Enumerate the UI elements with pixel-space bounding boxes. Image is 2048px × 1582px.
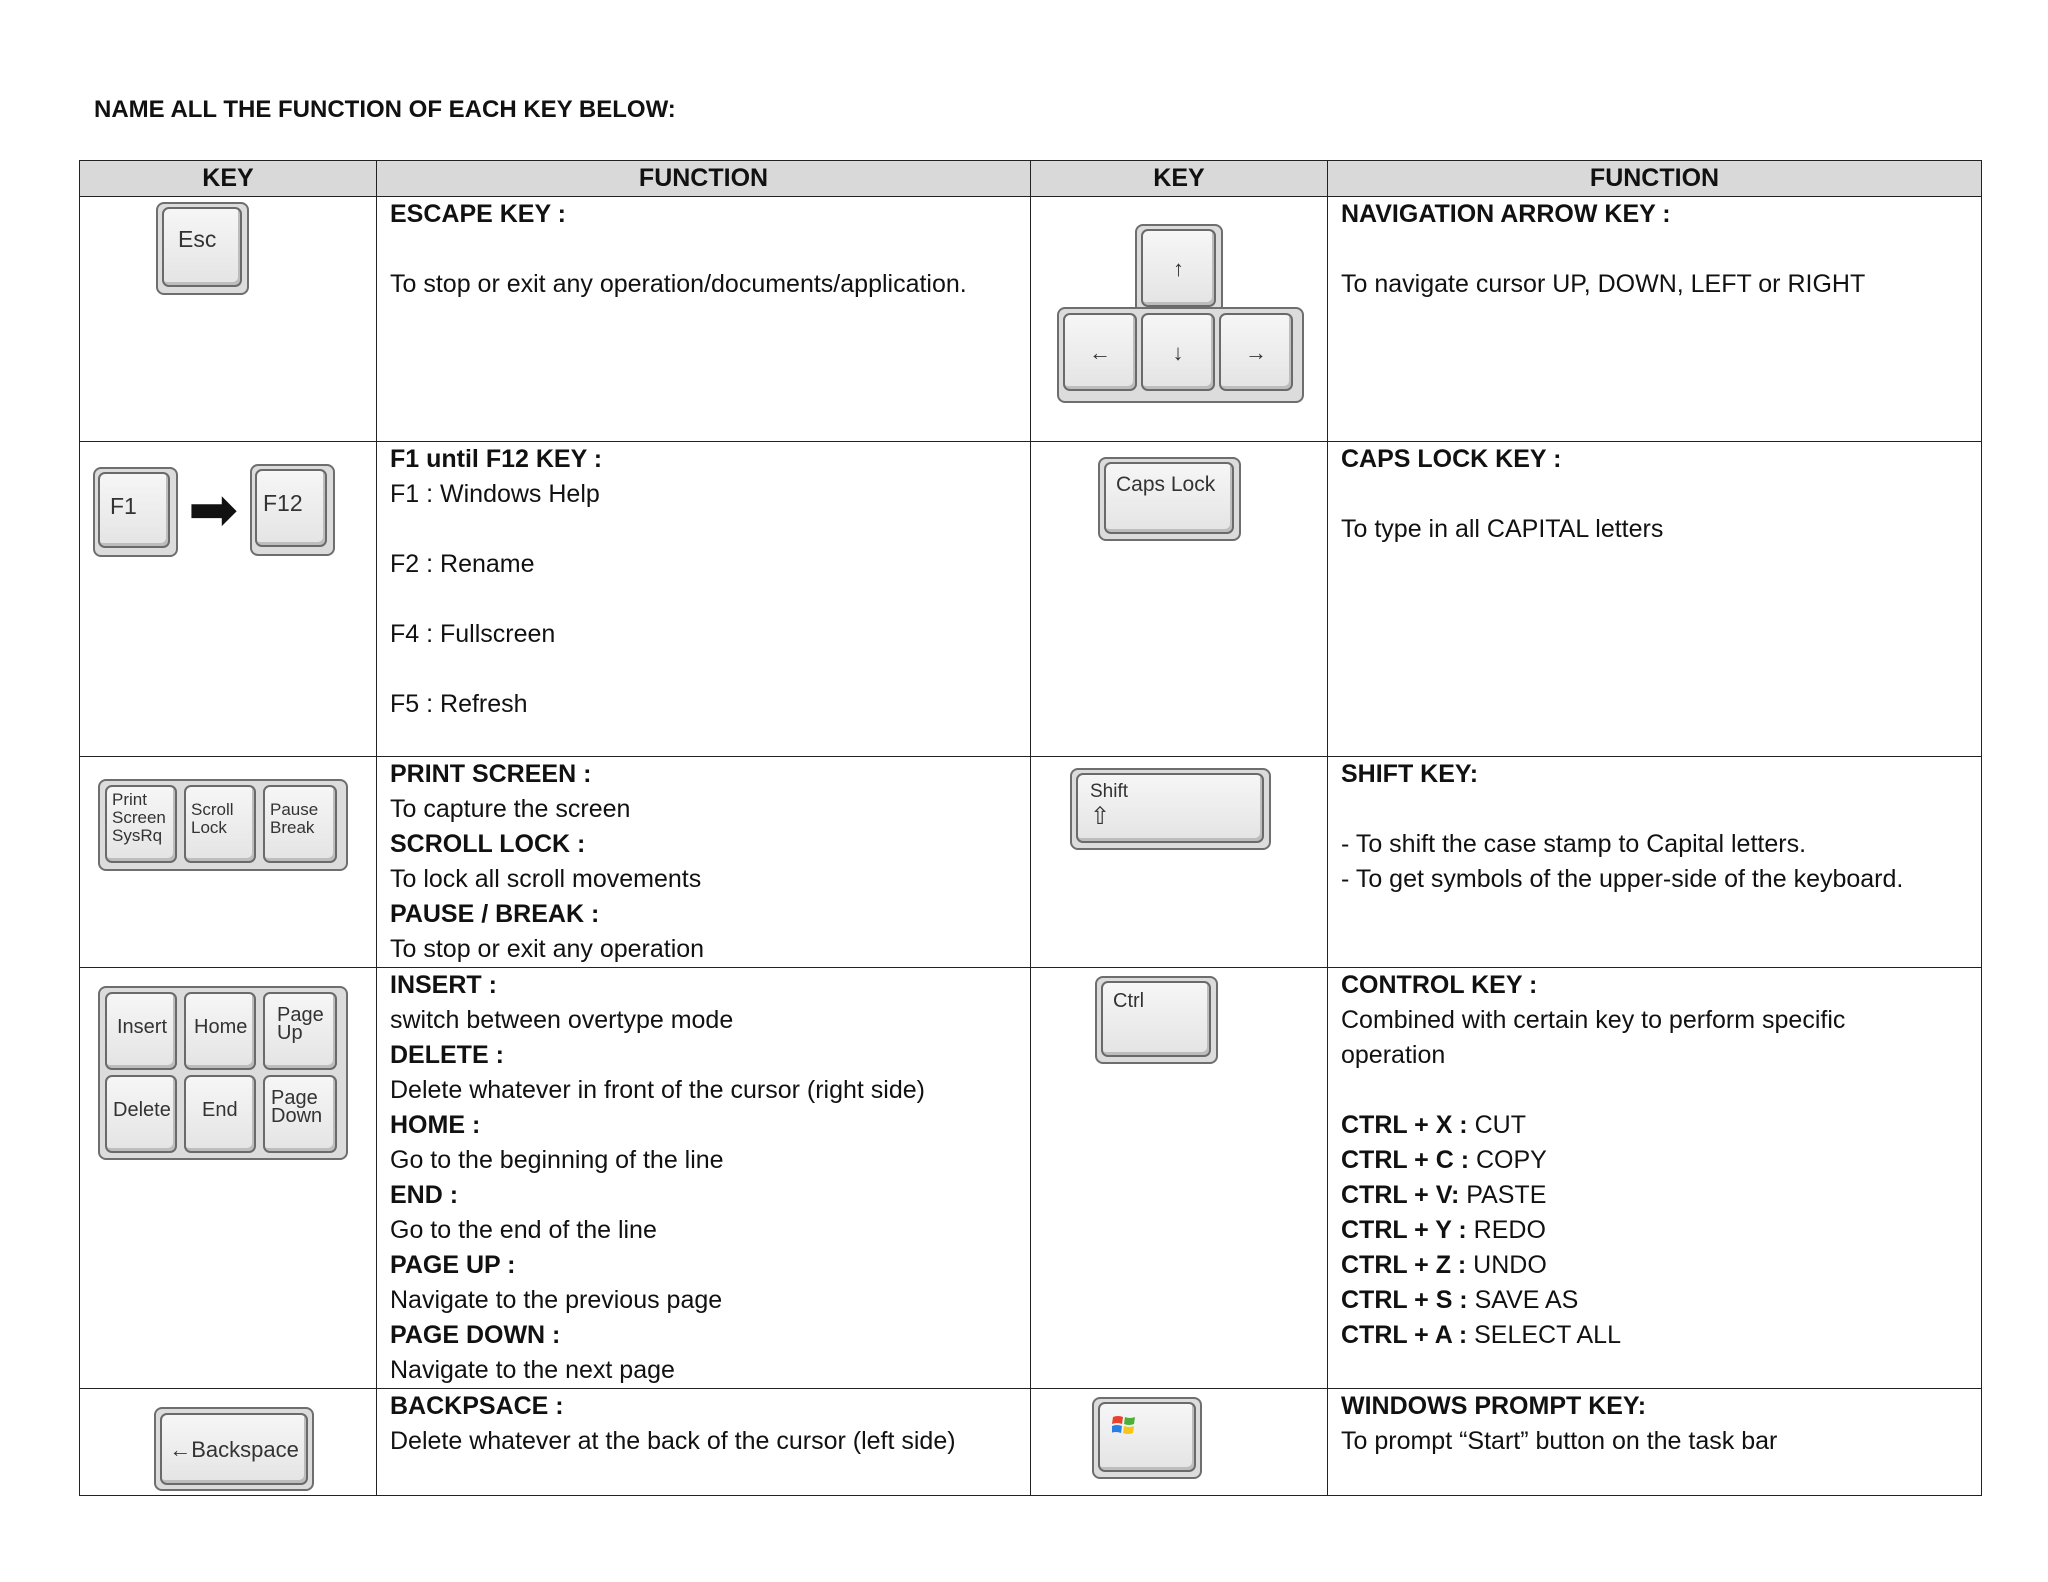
pause-break-title: PAUSE / BREAK : xyxy=(390,900,600,928)
windows-key-image xyxy=(1031,1389,1328,1496)
shortcut-item: CTRL + C : COPY xyxy=(1341,1146,1547,1174)
caps-lock-image xyxy=(1031,442,1328,757)
windows-logo-icon xyxy=(1112,1414,1136,1436)
end-desc: Go to the end of the line xyxy=(390,1216,657,1244)
fkeys-item: F4 : Fullscreen xyxy=(390,620,556,648)
pause-break-desc: To stop or exit any operation xyxy=(390,935,705,963)
arrow-keys-image xyxy=(1031,197,1328,442)
scroll-lock-keycap: Scroll Lock xyxy=(184,785,256,863)
shift-keycap xyxy=(1076,773,1264,843)
esc-key-image xyxy=(80,197,377,442)
delete-keycap: Delete xyxy=(105,1075,177,1153)
page-up-desc: Navigate to the previous page xyxy=(390,1286,723,1314)
insert-keycap: Insert xyxy=(105,992,177,1070)
esc-keycap: Esc xyxy=(162,207,242,287)
scroll-lock-title: SCROLL LOCK : xyxy=(390,830,586,858)
arrows-title: NAVIGATION ARROW KEY : xyxy=(1341,200,1671,228)
escape-title: ESCAPE KEY : xyxy=(390,200,566,228)
control-function-cell xyxy=(1328,968,1982,1389)
col-header-key-1: KEY xyxy=(80,161,377,197)
arrow-right-icon: ➡ xyxy=(188,476,239,543)
print-scroll-pause-image xyxy=(80,757,377,968)
scroll-lock-desc: To lock all scroll movements xyxy=(390,865,702,893)
windows-desc: To prompt “Start” button on the task bar xyxy=(1341,1427,1778,1455)
print-function-cell xyxy=(377,757,1031,968)
down-arrow-keycap: ↓ xyxy=(1141,313,1215,391)
shortcut-item: CTRL + X : CUT xyxy=(1341,1111,1526,1139)
shift-key-image xyxy=(1031,757,1328,968)
function-keys-image xyxy=(80,442,377,757)
page-up-keycap: Page Up xyxy=(263,992,337,1070)
table-row xyxy=(80,197,1982,442)
end-title: END : xyxy=(390,1181,459,1209)
caps-function-cell xyxy=(1328,442,1982,757)
caps-lock-keycap: Caps Lock xyxy=(1104,462,1234,534)
shift-arrow-icon: ⇧ xyxy=(1090,803,1111,830)
home-title: HOME : xyxy=(390,1111,481,1139)
shift-desc-2: - To get symbols of the upper-side of the keyboard. xyxy=(1341,865,1904,893)
windows-function-cell xyxy=(1328,1389,1982,1496)
control-title: CONTROL KEY : xyxy=(1341,971,1538,999)
shortcut-item: CTRL + S : SAVE AS xyxy=(1341,1286,1579,1314)
fkeys-item: F2 : Rename xyxy=(390,550,535,578)
shift-desc-1: - To shift the case stamp to Capital letters. xyxy=(1341,830,1807,858)
arrows-function-cell xyxy=(1328,197,1982,442)
shortcut-item: CTRL + A : SELECT ALL xyxy=(1341,1321,1621,1349)
delete-desc: Delete whatever in front of the cursor (right side) xyxy=(390,1076,925,1104)
shift-label: Shift xyxy=(1090,781,1129,802)
fkeys-title: F1 until F12 KEY : xyxy=(390,445,603,473)
up-arrow-keycap: ↑ xyxy=(1141,229,1216,307)
escape-desc: To stop or exit any operation/documents/application. xyxy=(390,270,967,298)
f1-keycap: F1 xyxy=(98,472,170,548)
f12-keycap: F12 xyxy=(255,469,327,547)
col-header-function-2: FUNCTION xyxy=(1328,161,1982,197)
print-screen-keycap: Print Screen SysRq xyxy=(105,785,177,863)
page-down-desc: Navigate to the next page xyxy=(390,1356,675,1384)
windows-title: WINDOWS PROMPT KEY: xyxy=(1341,1392,1647,1420)
page-up-title: PAGE UP : xyxy=(390,1251,516,1279)
key-function-table xyxy=(79,160,1982,1496)
page-down-keycap: Page Down xyxy=(263,1075,337,1153)
shift-function-cell xyxy=(1328,757,1982,968)
shift-title: SHIFT KEY: xyxy=(1341,760,1479,788)
control-desc-2: operation xyxy=(1341,1041,1446,1069)
arrows-desc: To navigate cursor UP, DOWN, LEFT or RIGHT xyxy=(1341,270,1866,298)
caps-desc: To type in all CAPITAL letters xyxy=(1341,515,1664,543)
escape-function-cell xyxy=(377,197,1031,442)
insert-function-cell xyxy=(377,968,1031,1389)
insert-desc: switch between overtype mode xyxy=(390,1006,734,1034)
fkeys-function-cell xyxy=(377,442,1031,757)
backspace-keycap: ←Backspace xyxy=(160,1413,308,1485)
col-header-function-1: FUNCTION xyxy=(377,161,1031,197)
backspace-desc: Delete whatever at the back of the cursor (left side) xyxy=(390,1427,956,1455)
col-header-key-2: KEY xyxy=(1031,161,1328,197)
table-row xyxy=(80,757,1982,968)
shortcut-item: CTRL + Y : REDO xyxy=(1341,1216,1546,1244)
end-keycap: End xyxy=(184,1075,256,1153)
fkeys-item: F1 : Windows Help xyxy=(390,480,600,508)
table-row xyxy=(80,442,1982,757)
table-row xyxy=(80,968,1982,1389)
page-down-title: PAGE DOWN : xyxy=(390,1321,561,1349)
insert-title: INSERT : xyxy=(390,971,497,999)
control-desc-1: Combined with certain key to perform specific xyxy=(1341,1006,1846,1034)
home-desc: Go to the beginning of the line xyxy=(390,1146,724,1174)
fkeys-item: F5 : Refresh xyxy=(390,690,528,718)
delete-title: DELETE : xyxy=(390,1041,504,1069)
insert-block-image xyxy=(80,968,377,1389)
windows-keycap xyxy=(1098,1402,1196,1472)
home-keycap: Home xyxy=(184,992,256,1070)
ctrl-keycap: Ctrl xyxy=(1101,981,1211,1057)
header-row xyxy=(80,161,1982,197)
right-arrow-keycap: → xyxy=(1219,313,1293,391)
backspace-function-cell xyxy=(377,1389,1031,1496)
shortcut-item: CTRL + V: PASTE xyxy=(1341,1181,1547,1209)
ctrl-key-image xyxy=(1031,968,1328,1389)
print-screen-desc: To capture the screen xyxy=(390,795,631,823)
backspace-key-image xyxy=(80,1389,377,1496)
left-arrow-keycap: ← xyxy=(1063,313,1137,391)
caps-title: CAPS LOCK KEY : xyxy=(1341,445,1562,473)
table-row xyxy=(80,1389,1982,1496)
worksheet-heading: NAME ALL THE FUNCTION OF EACH KEY BELOW: xyxy=(94,96,676,123)
shortcut-item: CTRL + Z : UNDO xyxy=(1341,1251,1547,1279)
print-screen-title: PRINT SCREEN : xyxy=(390,760,592,788)
pause-break-keycap: Pause Break xyxy=(263,785,337,863)
backspace-title: BACKPSACE : xyxy=(390,1392,564,1420)
